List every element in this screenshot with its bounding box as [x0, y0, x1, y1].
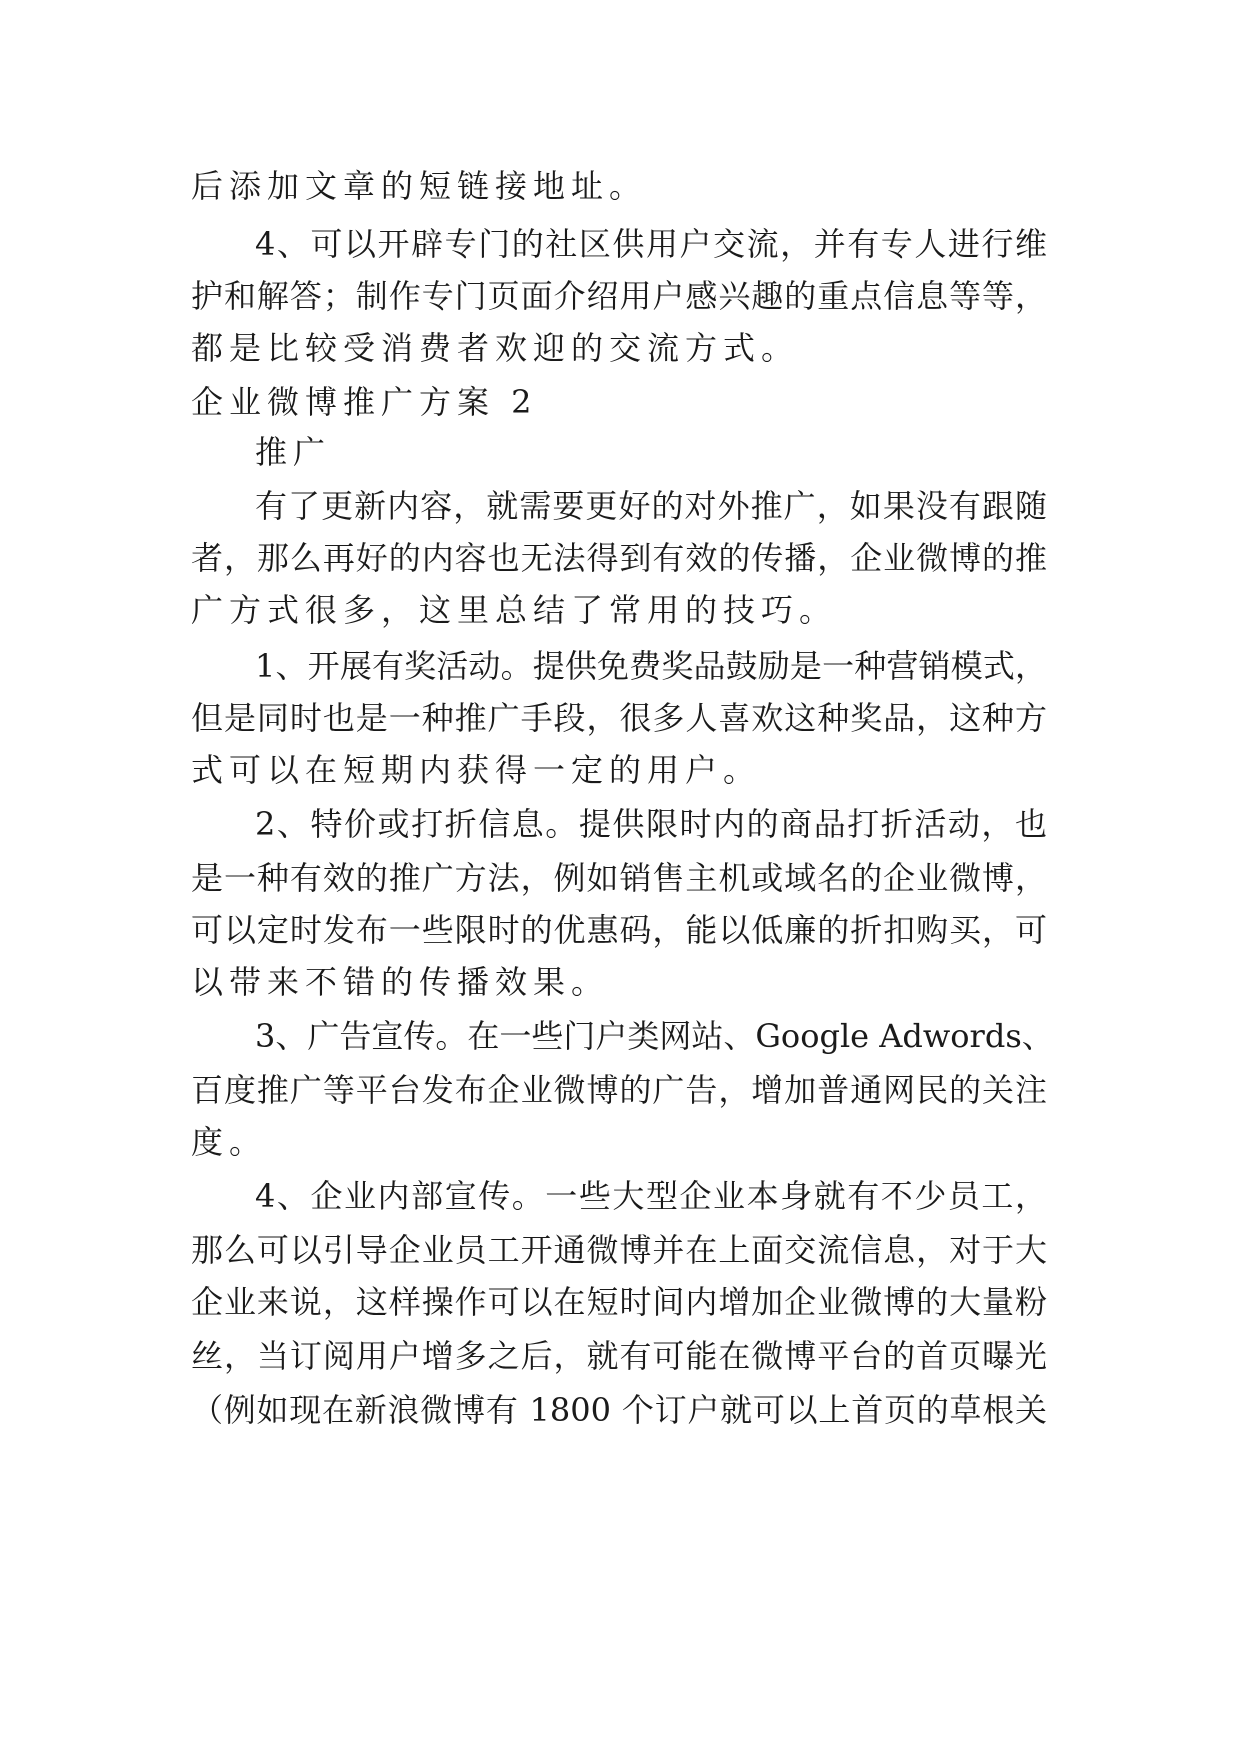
- paragraph-line: 有了更新内容，就需要更好的对外推广，如果没有跟随: [255, 487, 1047, 525]
- paragraph-line: 后添加文章的短链接地址。: [191, 167, 648, 205]
- paragraph-line: （例如现在新浪微博有 1800 个订户就可以上首页的草根关: [191, 1391, 1047, 1429]
- paragraph-line: 企业来说，这样操作可以在短时间内增加企业微博的大量粉: [191, 1283, 1047, 1321]
- paragraph-line: 3、广告宣传。在一些门户类网站、Google Adwords、: [255, 1017, 1054, 1055]
- paragraph-line: 那么可以引导企业员工开通微博并在上面交流信息，对于大: [191, 1231, 1047, 1269]
- subheading: 推广: [255, 433, 332, 471]
- paragraph-line: 可以定时发布一些限时的优惠码，能以低廉的折扣购买，可: [191, 911, 1047, 949]
- paragraph-line: 以带来不错的传播效果。: [191, 963, 610, 1001]
- paragraph-line: 护和解答；制作专门页面介绍用户感兴趣的重点信息等等，: [191, 277, 1047, 315]
- paragraph-line: 式可以在短期内获得一定的用户。: [191, 751, 762, 789]
- paragraph-line: 广方式很多，这里总结了常用的技巧。: [191, 591, 838, 629]
- paragraph-line: 度。: [191, 1123, 268, 1161]
- paragraph-line: 2、特价或打折信息。提供限时内的商品打折活动，也: [255, 805, 1047, 843]
- paragraph-line: 1、开展有奖活动。提供免费奖品鼓励是一种营销模式，: [255, 647, 1047, 685]
- paragraph-line: 都是比较受消费者欢迎的交流方式。: [191, 329, 800, 367]
- paragraph-line: 但是同时也是一种推广手段，很多人喜欢这种奖品，这种方: [191, 699, 1047, 737]
- paragraph-line: 4、企业内部宣传。一些大型企业本身就有不少员工，: [255, 1177, 1047, 1215]
- paragraph-line: 是一种有效的推广方法，例如销售主机或域名的企业微博，: [191, 859, 1047, 897]
- section-heading: 企业微博推广方案 2: [191, 383, 538, 421]
- paragraph-line: 百度推广等平台发布企业微博的广告，增加普通网民的关注: [191, 1071, 1047, 1109]
- paragraph-line: 者，那么再好的内容也无法得到有效的传播，企业微博的推: [191, 539, 1047, 577]
- paragraph-line: 4、可以开辟专门的社区供用户交流，并有专人进行维: [255, 225, 1047, 263]
- paragraph-line: 丝，当订阅用户增多之后，就有可能在微博平台的首页曝光: [191, 1337, 1047, 1375]
